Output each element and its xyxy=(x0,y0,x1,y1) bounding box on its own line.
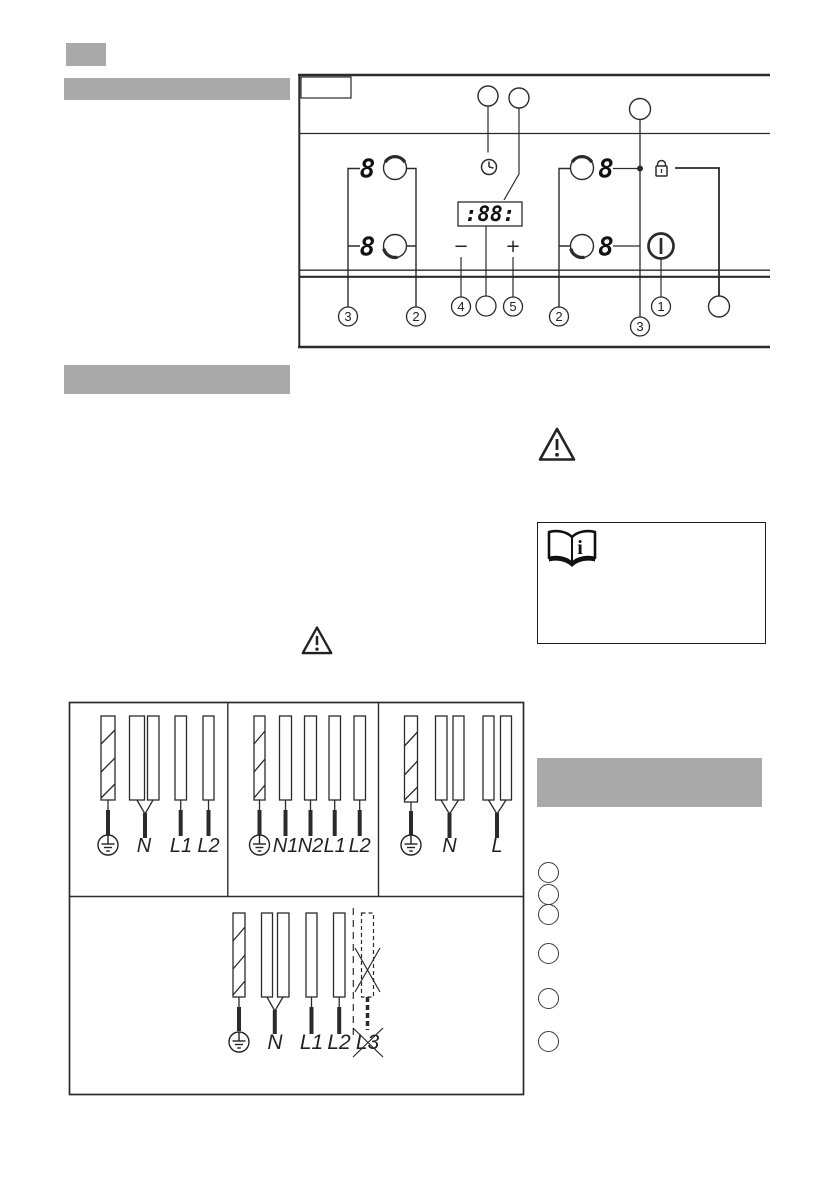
timer-zone xyxy=(453,86,529,297)
terminal-label: L3 xyxy=(355,1031,380,1054)
legend-bullet-2 xyxy=(538,884,559,905)
terminal-label: L2 xyxy=(327,1031,351,1054)
wiring-diagram xyxy=(68,700,526,1098)
control-panel-diagram xyxy=(298,72,772,352)
panel-corner-tab xyxy=(301,77,351,98)
terminal-l3-crossed xyxy=(353,908,383,1057)
section-heading-bar-2 xyxy=(64,365,290,394)
legend-bullet-6 xyxy=(538,1031,559,1052)
book-info-icon xyxy=(545,528,599,570)
terminal-label: N xyxy=(442,835,457,857)
heat-display-right-top: 8 xyxy=(598,154,614,185)
earth-icon xyxy=(401,835,421,855)
terminal-label: L2 xyxy=(197,835,220,857)
callout-line-left-displays xyxy=(348,169,360,308)
callout-3-right: 3 xyxy=(636,319,644,334)
terminal-label: L1 xyxy=(299,1031,324,1054)
indicator-dot xyxy=(637,166,643,172)
terminal-label: N xyxy=(267,1031,283,1054)
terminal-label: N xyxy=(136,835,152,857)
earth-icon xyxy=(250,835,270,855)
terminal-label: L xyxy=(491,835,503,857)
warning-icon xyxy=(537,426,577,463)
heat-display-left-top: 8 xyxy=(359,154,376,185)
callout-2-right: 2 xyxy=(555,309,563,324)
terminal-label: L1 xyxy=(323,835,346,857)
callout-circle-blank-top-1 xyxy=(478,86,498,106)
minus-key: − xyxy=(453,236,469,257)
callout-5: 5 xyxy=(509,299,517,314)
legend-bullet-3 xyxy=(538,904,559,925)
callout-circle-blank-top-3 xyxy=(630,99,651,120)
callout-circle-blank-timer xyxy=(476,296,496,316)
callout-1: 1 xyxy=(657,299,665,314)
sensor-field-icon xyxy=(571,235,594,258)
timer-display: :88: xyxy=(464,202,516,226)
right-zone xyxy=(559,99,730,318)
sensor-field-icon xyxy=(571,157,594,180)
clock-icon xyxy=(482,160,497,175)
panel-frame xyxy=(298,75,770,347)
power-icon xyxy=(649,234,674,259)
terminal-label: N1 xyxy=(272,835,299,857)
legend-bullet-1 xyxy=(538,862,559,883)
section-number-box xyxy=(66,43,106,66)
terminal-label: L1 xyxy=(169,835,193,857)
sensor-field-icon xyxy=(384,235,407,258)
terminal-label: N2 xyxy=(297,835,324,857)
info-icon-char: i xyxy=(577,537,583,559)
wiring-cell-single-phase xyxy=(401,716,512,857)
wiring-grid xyxy=(70,703,524,1095)
wiring-cell-three-phase-crossed xyxy=(229,908,383,1057)
earth-icon xyxy=(229,1032,249,1052)
callout-line-left-sensors xyxy=(407,169,417,308)
wiring-cell-two-phase xyxy=(98,716,220,857)
callout-3-left: 3 xyxy=(344,309,352,324)
left-zone xyxy=(348,155,416,308)
warning-icon xyxy=(300,625,334,656)
section-heading-box-right xyxy=(537,758,762,807)
callout-line-right-sensors xyxy=(559,169,571,308)
wiring-cell-two-phase-two-neutral xyxy=(250,716,371,857)
terminal-label: L2 xyxy=(348,835,371,857)
legend-bullet-5 xyxy=(538,988,559,1009)
info-note-box xyxy=(537,522,766,644)
sensor-field-icon xyxy=(384,157,407,180)
callout-circle-blank-top-2 xyxy=(509,88,529,108)
callout-circle-blank-bottom xyxy=(709,296,730,317)
callout-numbers xyxy=(339,296,671,336)
earth-icon xyxy=(98,835,118,855)
legend-bullet-4 xyxy=(538,943,559,964)
heat-display-left-bottom: 8 xyxy=(359,232,376,263)
heat-display-right-bottom: 8 xyxy=(598,232,614,263)
callout-line-right-displays xyxy=(613,120,640,318)
section-heading-bar-1 xyxy=(64,78,290,100)
callout-2-left: 2 xyxy=(412,309,420,324)
plus-key: + xyxy=(505,236,521,257)
cross-out-icon xyxy=(355,948,380,992)
callout-4: 4 xyxy=(457,299,465,314)
lock-icon xyxy=(656,161,667,177)
